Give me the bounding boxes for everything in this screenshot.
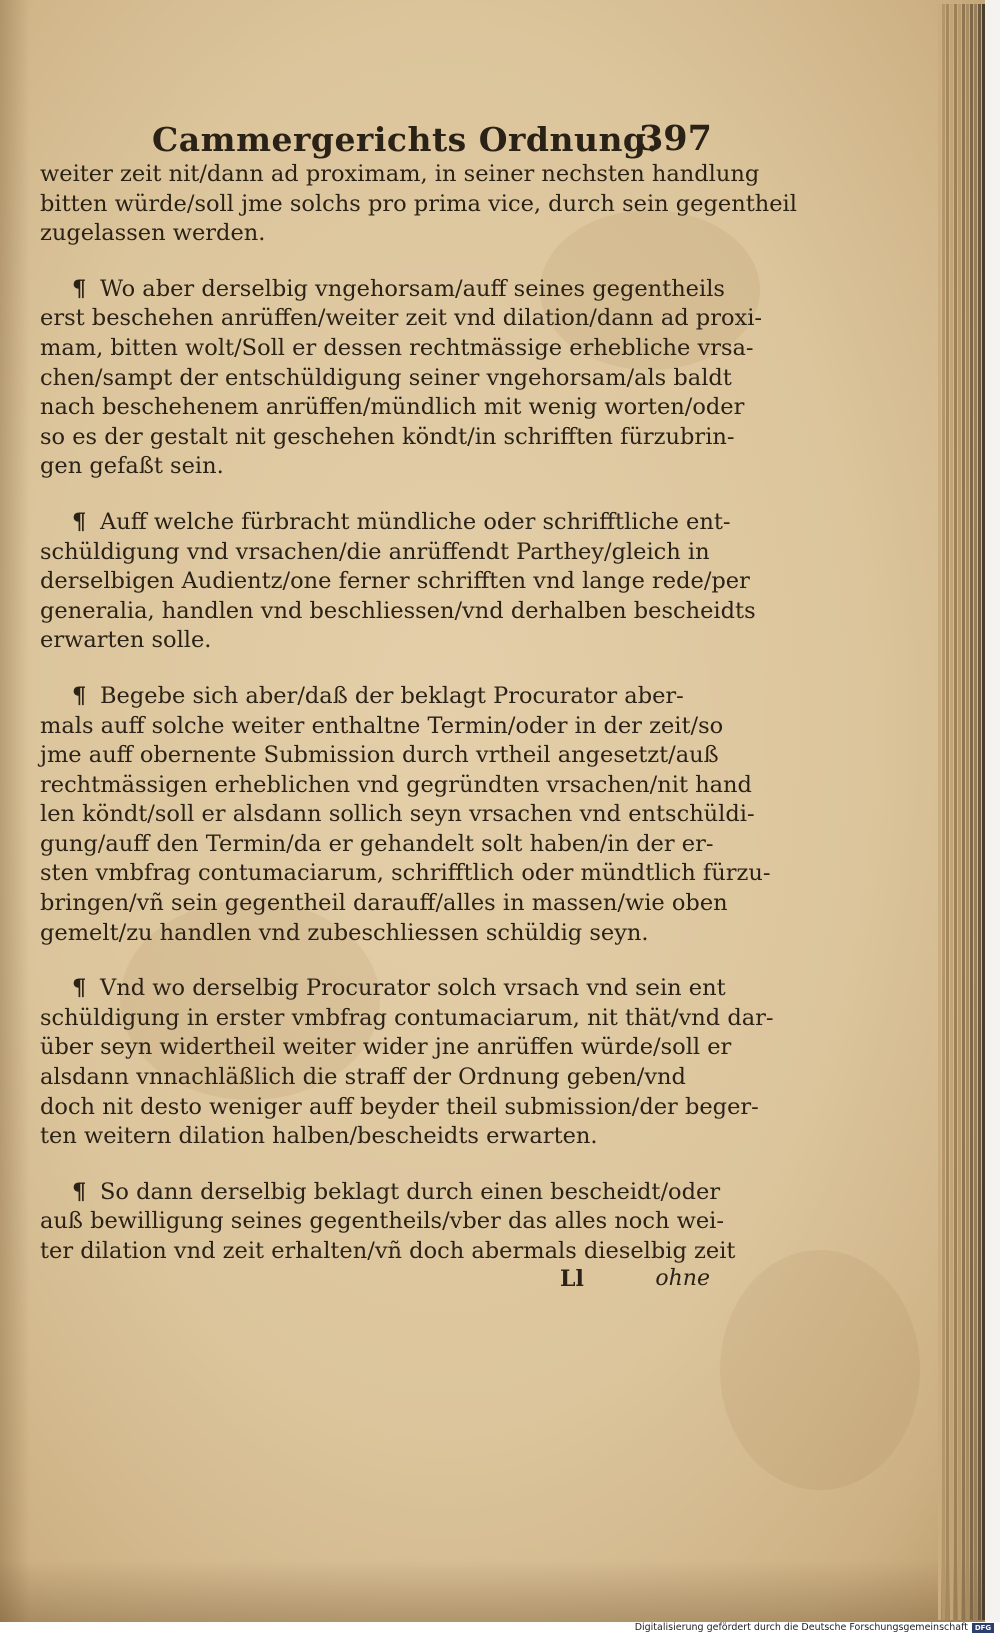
line-text: gemelt/zu handlen vnd zubeschliessen schüldig seyn. [40,919,649,946]
line-text: chen/sampt der entschüldigung seiner vngehorsam/als baldt [40,364,732,391]
text-line [40,974,726,1004]
text-line [40,1033,732,1063]
text-line [40,919,710,949]
line-text: zugelassen werden. [40,220,266,247]
line-text: alsdann vnnachläßlich die straff der Ordnung geben/vnd [40,1064,686,1091]
line-text: über seyn widertheil weiter wider jne anrüffen würde/soll er [40,1034,732,1061]
text-line [40,741,719,771]
text-line [40,1237,736,1267]
text-line [40,508,731,538]
line-text: ter dilation vnd zeit erhalten/vñ doch abermals dieselbig zeit [40,1238,736,1264]
line-text: jme auff obernente Submission durch vrtheil angesetzt/auß [40,742,719,769]
line-text: len köndt/soll er alsdann sollich seyn vrsachen vnd entschüldi- [40,801,755,828]
text-line [40,597,756,627]
line-text: gung/auff den Termin/da er gehandelt solt haben/in der er- [40,830,714,857]
pilcrow-mark: ¶ [72,508,87,535]
line-text: So dann derselbig beklagt durch einen bescheidt/oder [100,1178,721,1205]
text-line [40,1122,710,1152]
line-text: rechtmässigen erheblichen vnd gegründten vrsachen/nit hand [40,771,752,798]
text-line [40,712,724,742]
line-text: Begebe sich aber/daß der beklagt Procurator aber- [100,682,684,709]
text-line [40,304,762,334]
text-line [40,334,754,364]
paragraph [40,160,797,249]
text-line [40,219,710,249]
pilcrow-mark: ¶ [72,275,87,302]
line-text: bitten würde/soll jme solchs pro prima vice, durch sein gegentheil [40,190,797,217]
pilcrow-mark: ¶ [72,682,87,709]
line-text: Wo aber derselbig vngehorsam/auff seines gegentheils [100,275,725,302]
text-line [40,1178,721,1208]
text-line [40,452,710,482]
paragraph [40,682,771,948]
text-line [40,682,710,712]
running-header [152,112,712,164]
line-text: derselbigen Audientz/one ferner schrifften vnd lange rede/per [40,568,750,595]
line-text: gen gefaßt sein. [40,453,224,480]
text-line [40,393,745,423]
gutter-shadow [0,0,30,1622]
text-line [40,1004,774,1034]
line-text: ten weitern dilation halben/bescheidts erwarten. [40,1123,598,1150]
page-number: 397 [638,118,712,159]
bottom-edge-shadow [0,1560,985,1622]
digitization-credit: Digitalisierung gefördert durch die Deutsche Forschungsgemeinschaft [634,1622,968,1633]
catchword: ohne [655,1266,710,1291]
paragraph [40,974,774,1152]
text-line [40,160,760,190]
line-text: generalia, handlen vnd beschliessen/vnd derhalben bescheidts [40,597,756,624]
line-text: nach beschehenem anrüffen/mündlich mit wenig worten/oder [40,394,745,421]
line-text: erst beschehen anrüffen/weiter zeit vnd dilation/dann ad proxi- [40,305,762,332]
line-text: schüldigung in erster vmbfrag contumaciarum, nit thät/vnd dar- [40,1004,774,1031]
line-text: Auff welche fürbracht mündliche oder schrifftliche ent- [100,508,731,535]
line-text: mals auff solche weiter enthaltne Termin/oder in der zeit/so [40,712,724,739]
line-text: Vnd wo derselbig Procurator solch vrsach vnd sein ent [100,975,726,1002]
text-line [40,859,771,889]
line-text: auß bewilligung seines gegentheils/vber das alles noch wei- [40,1208,724,1235]
pilcrow-mark: ¶ [72,975,87,1002]
line-text: so es der gestalt nit geschehen köndt/in schrifften fürzubrin- [40,423,735,450]
text-line [40,830,714,860]
text-line [40,800,755,830]
pilcrow-mark: ¶ [72,1178,87,1205]
paragraph [40,275,762,482]
line-text: erwarten solle. [40,627,212,654]
text-line [40,423,735,453]
text-line [40,364,732,394]
paragraph [40,1178,736,1267]
text-line [40,1093,759,1123]
text-line [40,538,710,568]
paper-stain [720,1250,920,1490]
line-text: mam, bitten wolt/Soll er dessen rechtmässige erhebliche vrsa- [40,334,754,361]
text-line [40,889,728,919]
text-line [40,1063,710,1093]
dfg-logo: DFG [972,1623,994,1633]
line-text: bringen/vñ sein gegentheil darauff/alles in massen/wie oben [40,890,728,917]
text-line [40,275,725,305]
text-line [40,1207,724,1237]
text-line [40,771,752,801]
text-line [40,626,710,656]
line-text: sten vmbfrag contumaciarum, schrifftlich oder mündtlich fürzu- [40,860,771,887]
running-title: Cammergerichts Ordnung. [152,120,659,159]
line-text: schüldigung vnd vrsachen/die anrüffendt Parthey/gleich in [40,538,710,565]
line-text: doch nit desto weniger auff beyder theil submission/der beger- [40,1093,759,1120]
paragraph [40,508,756,656]
page-footer-marks [560,1266,710,1296]
text-line [40,190,797,220]
line-text: weiter zeit nit/dann ad proximam, in seiner nechsten handlung [40,161,760,187]
body-text [40,160,797,1267]
signature-mark: Ll [560,1266,584,1292]
text-line [40,567,750,597]
